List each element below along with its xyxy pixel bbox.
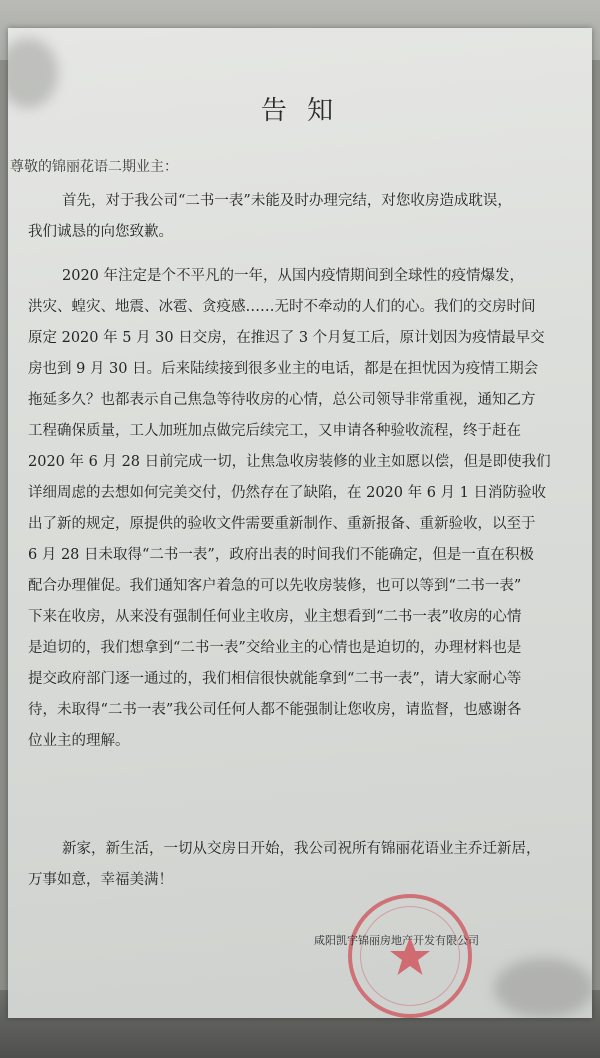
company-seal bbox=[348, 894, 472, 1018]
text-line: 拖延多久？也都表示自己焦急等待收房的心情，总公司领导非常重视，通知乙方 bbox=[28, 392, 536, 408]
smudge bbox=[494, 958, 592, 1018]
text-line: 首先，对于我公司“二书一表”未能及时办理完结，对您收房造成耽误， bbox=[62, 193, 512, 209]
text-line: 6 月 28 日未取得“二书一表”，政府出表的时间我们不能确定，但是一直在积极 bbox=[28, 547, 534, 563]
notice-title: 告 知 bbox=[260, 96, 340, 126]
text-line: 详细周虑的去想如何完美交付，仍然存在了缺陷，在 2020 年 6 月 1 日消防验收 bbox=[28, 485, 547, 501]
text-line: 原定 2020 年 5 月 30 日交房，在推迟了 3 个月复工后，原计划因为疫情最早交 bbox=[28, 330, 545, 346]
text-line: 工程确保质量，工人加班加点做完后续完工，又申请各种验收流程，终于赶在 bbox=[28, 423, 521, 439]
text-line: 配合办理催促。我们通知客户着急的可以先收房装修，也可以等到“二书一表” bbox=[28, 578, 522, 594]
text-line: 新家，新生活，一切从交房日开始，我公司祝所有锦丽花语业主乔迁新居， bbox=[62, 841, 541, 857]
company-name: 咸阳凯宇锦丽房地产开发有限公司 bbox=[314, 934, 479, 947]
paragraph-explanation bbox=[28, 261, 580, 757]
text-line: 是迫切的，我们想拿到“二书一表”交给业主的心情也是迫切的，办理材料也是 bbox=[28, 640, 522, 656]
text-line: 2020 年注定是个不平凡的一年，从国内疫情期间到全球性的疫情爆发， bbox=[62, 268, 525, 284]
text-line: 2020 年 6 月 28 日前完成一切，让焦急收房装修的业主如愿以偿，但是即使我们 bbox=[28, 454, 551, 470]
text-line: 待，未取得“二书一表”我公司任何人都不能强制让您收房，请监督，也感谢各 bbox=[28, 702, 522, 718]
paragraph-apology bbox=[28, 186, 580, 248]
text-line: 我们诚恳的向您致歉。 bbox=[28, 224, 173, 240]
paragraph-closing bbox=[28, 834, 580, 896]
text-line: 出了新的规定，原提供的验收文件需要重新制作、重新报备、重新验收，以至于 bbox=[28, 516, 536, 532]
text-line: 位业主的理解。 bbox=[28, 733, 130, 749]
text-line: 提交政府部门逐一通过的，我们相信很快就能拿到“二书一表”，请大家耐心等 bbox=[28, 671, 522, 687]
text-line: 万事如意，幸福美满！ bbox=[28, 872, 173, 888]
notice-paper bbox=[8, 28, 592, 1018]
text-line: 洪灾、蝗灾、地震、冰雹、贪疫感……无时不牵动的人们的心。我们的交房时间 bbox=[28, 299, 536, 315]
text-line: 房也到 9 月 30 日。后来陆续接到很多业主的电话，都是在担忧因为疫情工期会 bbox=[28, 361, 539, 377]
salutation: 尊敬的锦丽花语二期业主： bbox=[10, 159, 178, 175]
text-line: 下来在收房，从来没有强制任何业主收房，业主想看到“二书一表”收房的心情 bbox=[28, 609, 522, 625]
